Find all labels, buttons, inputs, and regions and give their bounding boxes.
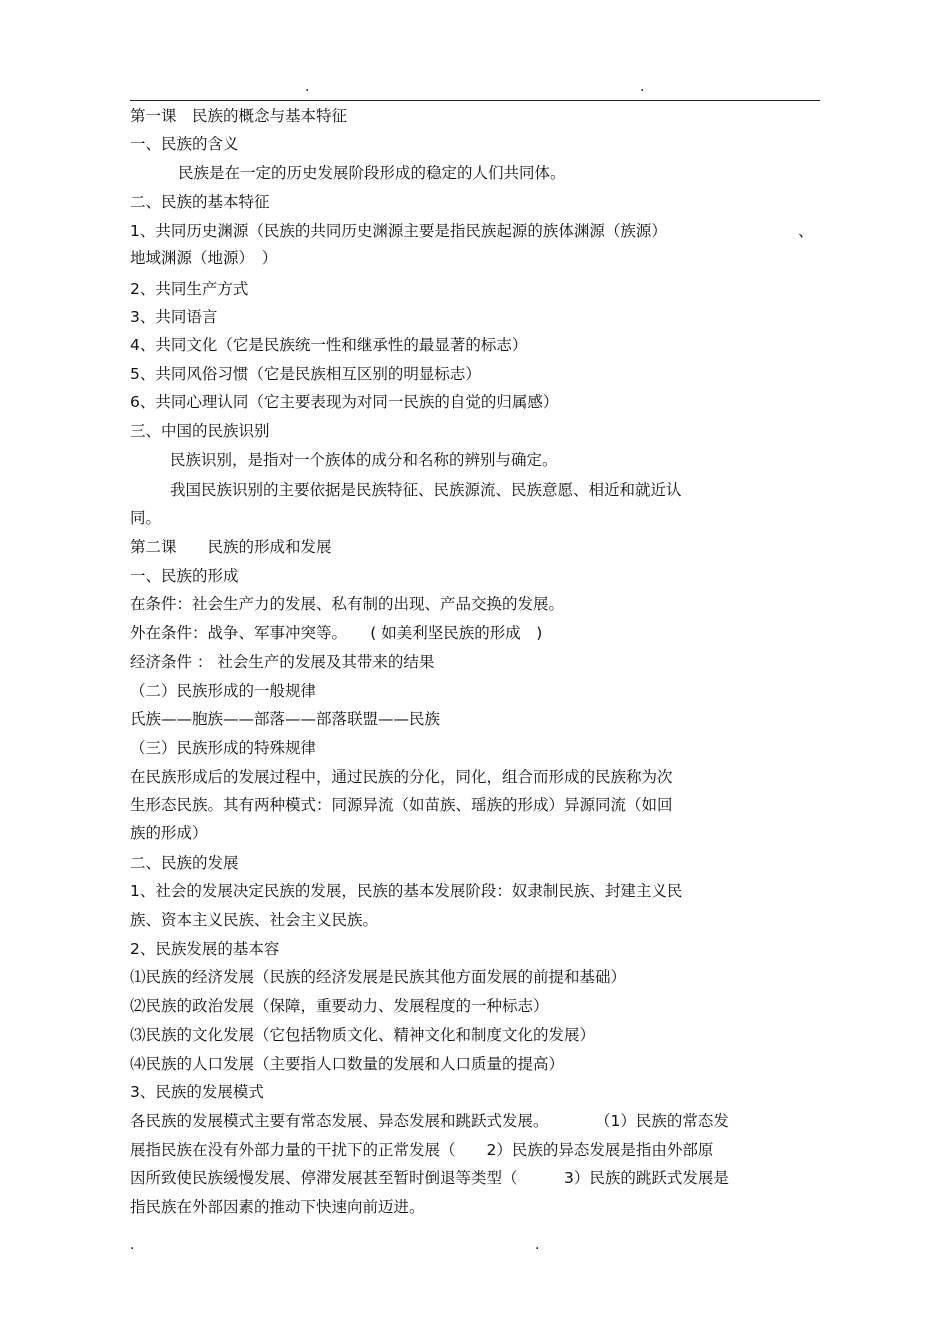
paragraph-line: 在条件：社会生产力的发展、私有制的出现、产品交换的发展。 (130, 595, 565, 613)
paragraph-line: 民族是在一定的历史发展阶段形成的稳定的人们共同体。 (178, 164, 566, 182)
list-item: ⑵民族的政治发展（保障，重要动力、发展程度的一种标志） (130, 997, 549, 1015)
subsection-heading: （二）民族形成的一般规律 (130, 682, 317, 700)
paragraph-line: 在民族形成后的发展过程中，通过民族的分化，同化，组合而形成的民族称为次 (130, 768, 673, 786)
header-rule (130, 100, 820, 101)
paragraph-line: 生形态民族。其有两种模式：同源异流（如苗族、瑶族的形成）异源同流（如回 (130, 796, 673, 814)
paragraph-line: 展指民族在没有外部力量的干扰下的正常发展（ 2）民族的异态发展是指由外部原 (130, 1141, 714, 1159)
paragraph-line: 1、社会的发展决定民族的发展，民族的基本发展阶段：奴隶制民族、封建主义民 (130, 882, 683, 900)
footer-dot-left: . (130, 1237, 135, 1253)
paragraph-line: 指民族在外部因素的推动下快速向前迈进。 (130, 1198, 425, 1216)
section-heading: 二、民族的发展 (130, 854, 239, 872)
footer-dot-right: . (535, 1237, 540, 1253)
paragraph-line: 民族识别，是指对一个族体的成分和名称的辨别与确定。 (170, 451, 558, 469)
list-item: 3、共同语言 (130, 308, 218, 326)
section-heading: 一、民族的含义 (130, 135, 239, 153)
list-item: ⑶民族的文化发展（它包括物质文化、精神文化和制度文化的发展） (130, 1026, 596, 1044)
trailing-comma: 、 (798, 222, 814, 240)
list-item: 2、民族发展的基本容 (130, 940, 280, 958)
list-item-continued: 地域渊源（地源） ） (130, 249, 278, 267)
paragraph-line: 族、资本主义民族、社会主义民族。 (130, 911, 379, 929)
list-item: 3、民族的发展模式 (130, 1083, 264, 1101)
paragraph-line: 我国民族识别的主要依据是民族特征、民族源流、民族意愿、相近和就近认 (170, 481, 682, 499)
paragraph-line: 因所致使民族缓慢发展、停滞发展甚至暂时倒退等类型（ 3）民族的跳跃式发展是 (130, 1169, 729, 1187)
list-item: ⑴民族的经济发展（民族的经济发展是民族其他方面发展的前提和基础） (130, 968, 627, 986)
section-heading: 一、民族的形成 (130, 567, 239, 585)
paragraph-line: 各民族的发展模式主要有常态发展、异态发展和跳跃式发展。 （1）民族的常态发 (130, 1112, 729, 1130)
header-dot-right: . (640, 79, 645, 95)
lesson-1-title: 第一课 民族的概念与基本特征 (130, 107, 348, 125)
paragraph-line: 同。 (130, 509, 162, 527)
paragraph-line: 氏族——胞族——部落——部落联盟——民族 (130, 710, 441, 728)
paragraph-line: 经济条件 ： 社会生产的发展及其带来的结果 (130, 653, 435, 671)
section-heading: 三、中国的民族识别 (130, 422, 270, 440)
list-item: 4、共同文化（它是民族统一性和继承性的最显著的标志） (130, 336, 528, 354)
list-item: 1、共同历史渊源（民族的共同历史渊源主要是指民族起源的族体渊源（族源） (130, 222, 667, 240)
subsection-heading: （三）民族形成的特殊规律 (130, 739, 317, 757)
lesson-2-title: 第二课 民族的形成和发展 (130, 538, 332, 556)
paragraph-line: 族的形成） (130, 824, 208, 842)
paragraph-line: 外在条件：战争、军事冲突等。 ( 如美利坚民族的形成 ) (130, 624, 543, 642)
list-item: 2、共同生产方式 (130, 280, 249, 298)
section-heading: 二、民族的基本特征 (130, 193, 270, 211)
list-item: ⑷民族的人口发展（主要指人口数量的发展和人口质量的提高） (130, 1055, 565, 1073)
header-dot-left: . (305, 79, 310, 95)
list-item: 5、共同风俗习惯（它是民族相互区别的明显标志） (130, 365, 481, 383)
list-item: 6、共同心理认同（它主要表现为对同一民族的自觉的归属感） (130, 393, 559, 411)
